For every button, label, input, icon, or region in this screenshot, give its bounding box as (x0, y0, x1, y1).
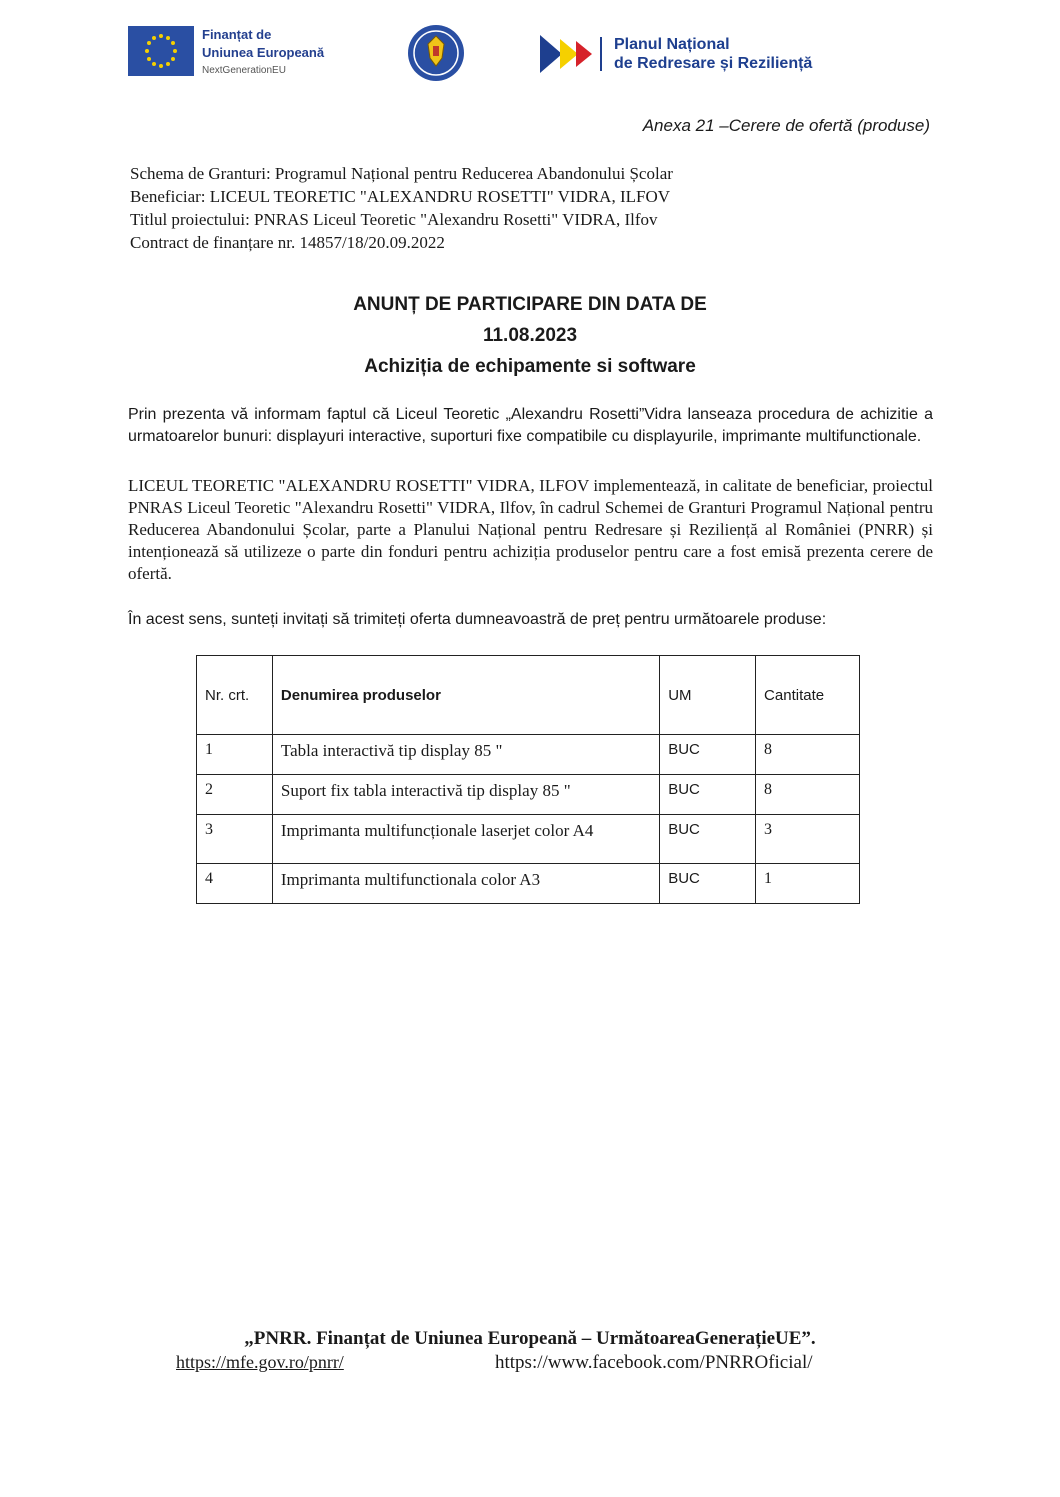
product-name: Suport fix tabla interactivă tip display 85 " (272, 775, 659, 815)
eu-text-line-1: Finanțat de (202, 27, 272, 42)
quantity: 8 (756, 735, 860, 775)
footer-slogan: „PNRR. Finanțat de Uniunea Europeană – UrmătoareaGenerațieUE”. (244, 1328, 816, 1349)
page-title (0, 289, 1060, 382)
quantity: 3 (756, 815, 860, 864)
title-line-2: 11.08.2023 (482, 325, 578, 346)
pnrr-logo (540, 33, 610, 75)
body-paragraph: LICEUL TEORETIC "ALEXANDRU ROSETTI" VIDRA, ILFOV implementează, in calitate de beneficiar, proiectul PNRAS Liceul Teoretic "Alexandru Rosetti" VIDRA, Ilfov, în cadrul Schemei de Granturi Programul Național pentru Reducerea Abandonului Școlar, parte a Planului Național pentru Redresare și Reziliență al României (PNRR) și intenționează să utilizeze o parte din fonduri pentru achiziția produselor pentru care a fost emisă prezenta cerere de ofertă. (128, 476, 933, 583)
products-table (196, 655, 860, 904)
eu-text-line-2: Uniunea Europeană (202, 45, 325, 60)
meta-contract: Contract de finanțare nr. 14857/18/20.09.2022 (130, 233, 445, 252)
row-number: 1 (197, 735, 273, 775)
header-um: UM (660, 656, 756, 735)
quantity: 1 (756, 864, 860, 904)
unit: BUC (660, 864, 756, 904)
annex-label: Anexa 21 –Cerere de ofertă (produse) (642, 116, 930, 135)
table-row (197, 775, 860, 815)
header-product-name: Denumirea produselor (272, 656, 659, 735)
header-quantity: Cantitate (756, 656, 860, 735)
eu-text-line-3: NextGenerationEU (202, 65, 286, 76)
eu-funding-label (202, 26, 324, 80)
product-name: Imprimanta multifuncționale laserjet color A4 (272, 815, 659, 864)
footer-link-facebook[interactable]: https://www.facebook.com/PNRROficial/ (495, 1352, 813, 1373)
pnrr-text-line-1: Planul Național (614, 36, 730, 53)
title-line-3: Achiziția de echipamente si software (364, 356, 696, 377)
romanian-government-crest-logo (406, 22, 466, 84)
product-name: Imprimanta multifunctionala color A3 (272, 864, 659, 904)
unit: BUC (660, 735, 756, 775)
row-number: 2 (197, 775, 273, 815)
unit: BUC (660, 815, 756, 864)
footer-link-mfe[interactable]: https://mfe.gov.ro/pnrr/ (176, 1352, 344, 1372)
unit: BUC (660, 775, 756, 815)
row-number: 3 (197, 815, 273, 864)
product-name: Tabla interactivă tip display 85 " (272, 735, 659, 775)
project-meta (130, 162, 673, 254)
header-nr-crt: Nr. crt. (197, 656, 273, 735)
meta-project-title: Titlul proiectului: PNRAS Liceul Teoretic "Alexandru Rosetti" VIDRA, Ilfov (130, 210, 658, 229)
table-row (197, 815, 860, 864)
invitation-text: În acest sens, sunteți invitați să trimiteți oferta dumneavoastră de preț pentru următoarele produse: (128, 611, 827, 628)
meta-scheme: Schema de Granturi: Programul Național pentru Reducerea Abandonului Școlar (130, 164, 673, 183)
row-number: 4 (197, 864, 273, 904)
eu-flag-logo (128, 26, 194, 76)
pnrr-text-line-2: de Redresare și Reziliență (614, 55, 813, 72)
table-row (197, 735, 860, 775)
meta-beneficiary: Beneficiar: LICEUL TEORETIC "ALEXANDRU ROSETTI" VIDRA, ILFOV (130, 187, 671, 206)
table-row (197, 864, 860, 904)
pnrr-label (614, 35, 812, 73)
quantity: 8 (756, 775, 860, 815)
eu-stars-icon (128, 26, 194, 76)
table-header-row (197, 656, 860, 735)
intro-paragraph: Prin prezenta vă informam faptul că Liceul Teoretic „Alexandru Rosetti”Vidra lanseaza procedura de achizitie a urmatoarelor bunuri: displayuri interactive, suporturi fixe compatibile cu displayurile, imprimante multifunctionale. (128, 406, 933, 445)
title-line-1: ANUNȚ DE PARTICIPARE DIN DATA DE (353, 294, 707, 315)
